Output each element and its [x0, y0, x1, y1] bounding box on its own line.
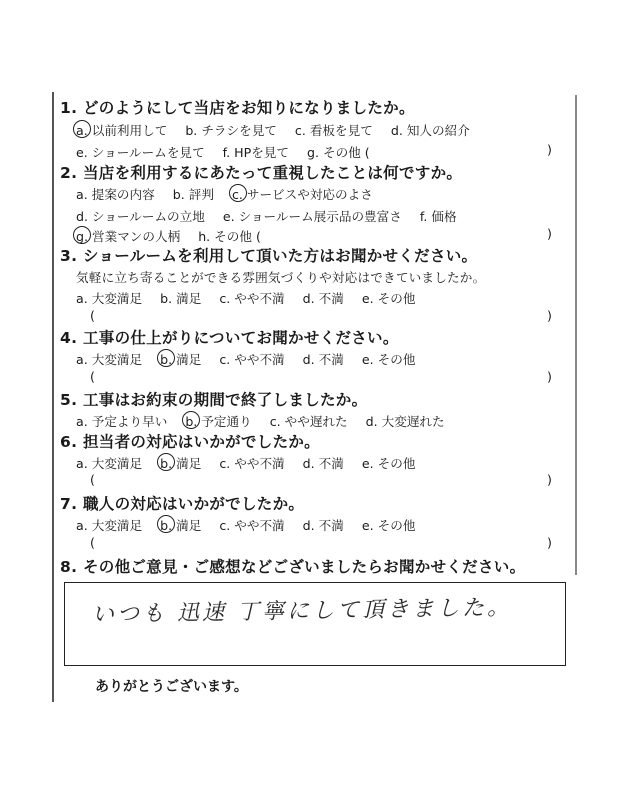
q5-option-a[interactable]: a. 予定より早い	[76, 414, 168, 429]
q4-title: 4. 工事の仕上がりについてお聞かせください。	[60, 329, 399, 347]
q7-option-e[interactable]: e. その他	[361, 518, 416, 533]
q3-title: 3. ショールームを利用して頂いた方はお聞かせください。	[60, 247, 478, 265]
q5-option-b[interactable]: b. 予定通り	[185, 411, 251, 430]
q1-options-row2	[76, 142, 384, 161]
q1-option-b[interactable]: b. チラシを見て	[185, 123, 277, 138]
q2-title: 2. 当店を利用するにあたって重視したことは何ですか。	[60, 164, 463, 182]
q2-option-e[interactable]: e. ショールーム展示品の豊富さ	[222, 209, 402, 224]
q1-option-e[interactable]: e. ショールームを見て	[76, 145, 205, 160]
q2-option-b[interactable]: b. 評判	[172, 187, 214, 202]
q2-option-d[interactable]: d. ショールームの立地	[76, 209, 205, 224]
q7-option-a[interactable]: a. 大変満足	[76, 518, 143, 533]
q5-option-c[interactable]: c. やや遅れた	[269, 414, 348, 429]
q4-paren-open: (	[90, 369, 95, 384]
q5-title: 5. 工事はお約束の期間で終了しましたか。	[60, 391, 368, 409]
q6-title: 6. 担当者の対応はいかがでしたか。	[60, 433, 320, 451]
q6-paren-open: (	[90, 472, 95, 487]
q6-option-e[interactable]: e. その他	[361, 456, 416, 471]
q3-option-e[interactable]: e. その他	[361, 291, 416, 306]
q4-options	[76, 349, 429, 368]
q3-option-b[interactable]: b. 満足	[160, 291, 202, 306]
q1-options-row1	[76, 120, 484, 139]
q7-option-c[interactable]: c. やや不満	[219, 518, 285, 533]
scan-right-edge	[575, 95, 577, 575]
q6-option-a[interactable]: a. 大変満足	[76, 456, 143, 471]
q7-options	[76, 515, 429, 534]
q2-option-a[interactable]: a. 提案の内容	[76, 187, 155, 202]
q4-option-a[interactable]: a. 大変満足	[76, 352, 143, 367]
q6-option-d[interactable]: d. 不満	[302, 456, 344, 471]
q8-title: 8. その他ご意見・ご感想などございましたらお聞かせください。	[60, 558, 526, 576]
q1-option-g[interactable]: g. その他 (	[307, 145, 370, 160]
q3-options	[76, 288, 429, 307]
q7-paren-close: )	[547, 535, 552, 550]
q3-option-d[interactable]: d. 不満	[302, 291, 344, 306]
q7-title: 7. 職人の対応はいかがでしたか。	[60, 495, 305, 513]
q7-paren-open: (	[90, 535, 95, 550]
q5-options	[76, 411, 459, 430]
q5-option-d[interactable]: d. 大変遅れた	[365, 414, 445, 429]
q3-option-a[interactable]: a. 大変満足	[76, 291, 143, 306]
q7-option-b[interactable]: b. 満足	[160, 515, 201, 534]
q3-paren-close: )	[547, 308, 552, 323]
q6-option-c[interactable]: c. やや不満	[219, 456, 285, 471]
q1-title: 1. どのようにして当店をお知りになりましたか。	[60, 99, 415, 117]
q6-paren-close: )	[547, 472, 552, 487]
q4-option-b[interactable]: b. 満足	[160, 349, 201, 368]
q2-option-f[interactable]: f. 価格	[419, 209, 457, 224]
q3-paren-open: (	[90, 308, 95, 323]
q1-option-f[interactable]: f. HPを見て	[222, 145, 289, 160]
q2-options-row1	[76, 184, 387, 203]
q2-option-c[interactable]: c. サービスや対応のよさ	[232, 184, 373, 203]
q4-option-e[interactable]: e. その他	[361, 352, 416, 367]
q7-option-d[interactable]: d. 不満	[302, 518, 344, 533]
q2-option-g[interactable]: g. 営業マンの人柄	[76, 226, 180, 245]
q6-option-b[interactable]: b. 満足	[160, 453, 201, 472]
q1-option-c[interactable]: c. 看板を見て	[294, 123, 373, 138]
q3-subtitle: 気軽に立ち寄ることができる雰囲気づくりや対応はできていましたか。	[76, 270, 486, 285]
q3-option-c[interactable]: c. やや不満	[219, 291, 285, 306]
q4-paren-close: )	[547, 369, 552, 384]
q2-option-h[interactable]: h. その他 (	[198, 229, 261, 244]
q2-paren-close: )	[547, 226, 552, 241]
q2-options-row3	[76, 226, 275, 245]
q2-options-row2	[76, 206, 471, 225]
scan-left-edge	[52, 92, 54, 702]
q1-option-a[interactable]: a. 以前利用して	[76, 120, 167, 139]
q6-options	[76, 453, 429, 472]
q4-option-c[interactable]: c. やや不満	[219, 352, 285, 367]
q4-option-d[interactable]: d. 不満	[302, 352, 344, 367]
thank-you-text: ありがとうございます。	[95, 679, 248, 695]
q1-paren-close: )	[547, 142, 552, 157]
handwritten-comment: いつも 迅速 丁寧にして頂きました。	[91, 595, 513, 628]
q1-option-d[interactable]: d. 知人の紹介	[390, 123, 470, 138]
